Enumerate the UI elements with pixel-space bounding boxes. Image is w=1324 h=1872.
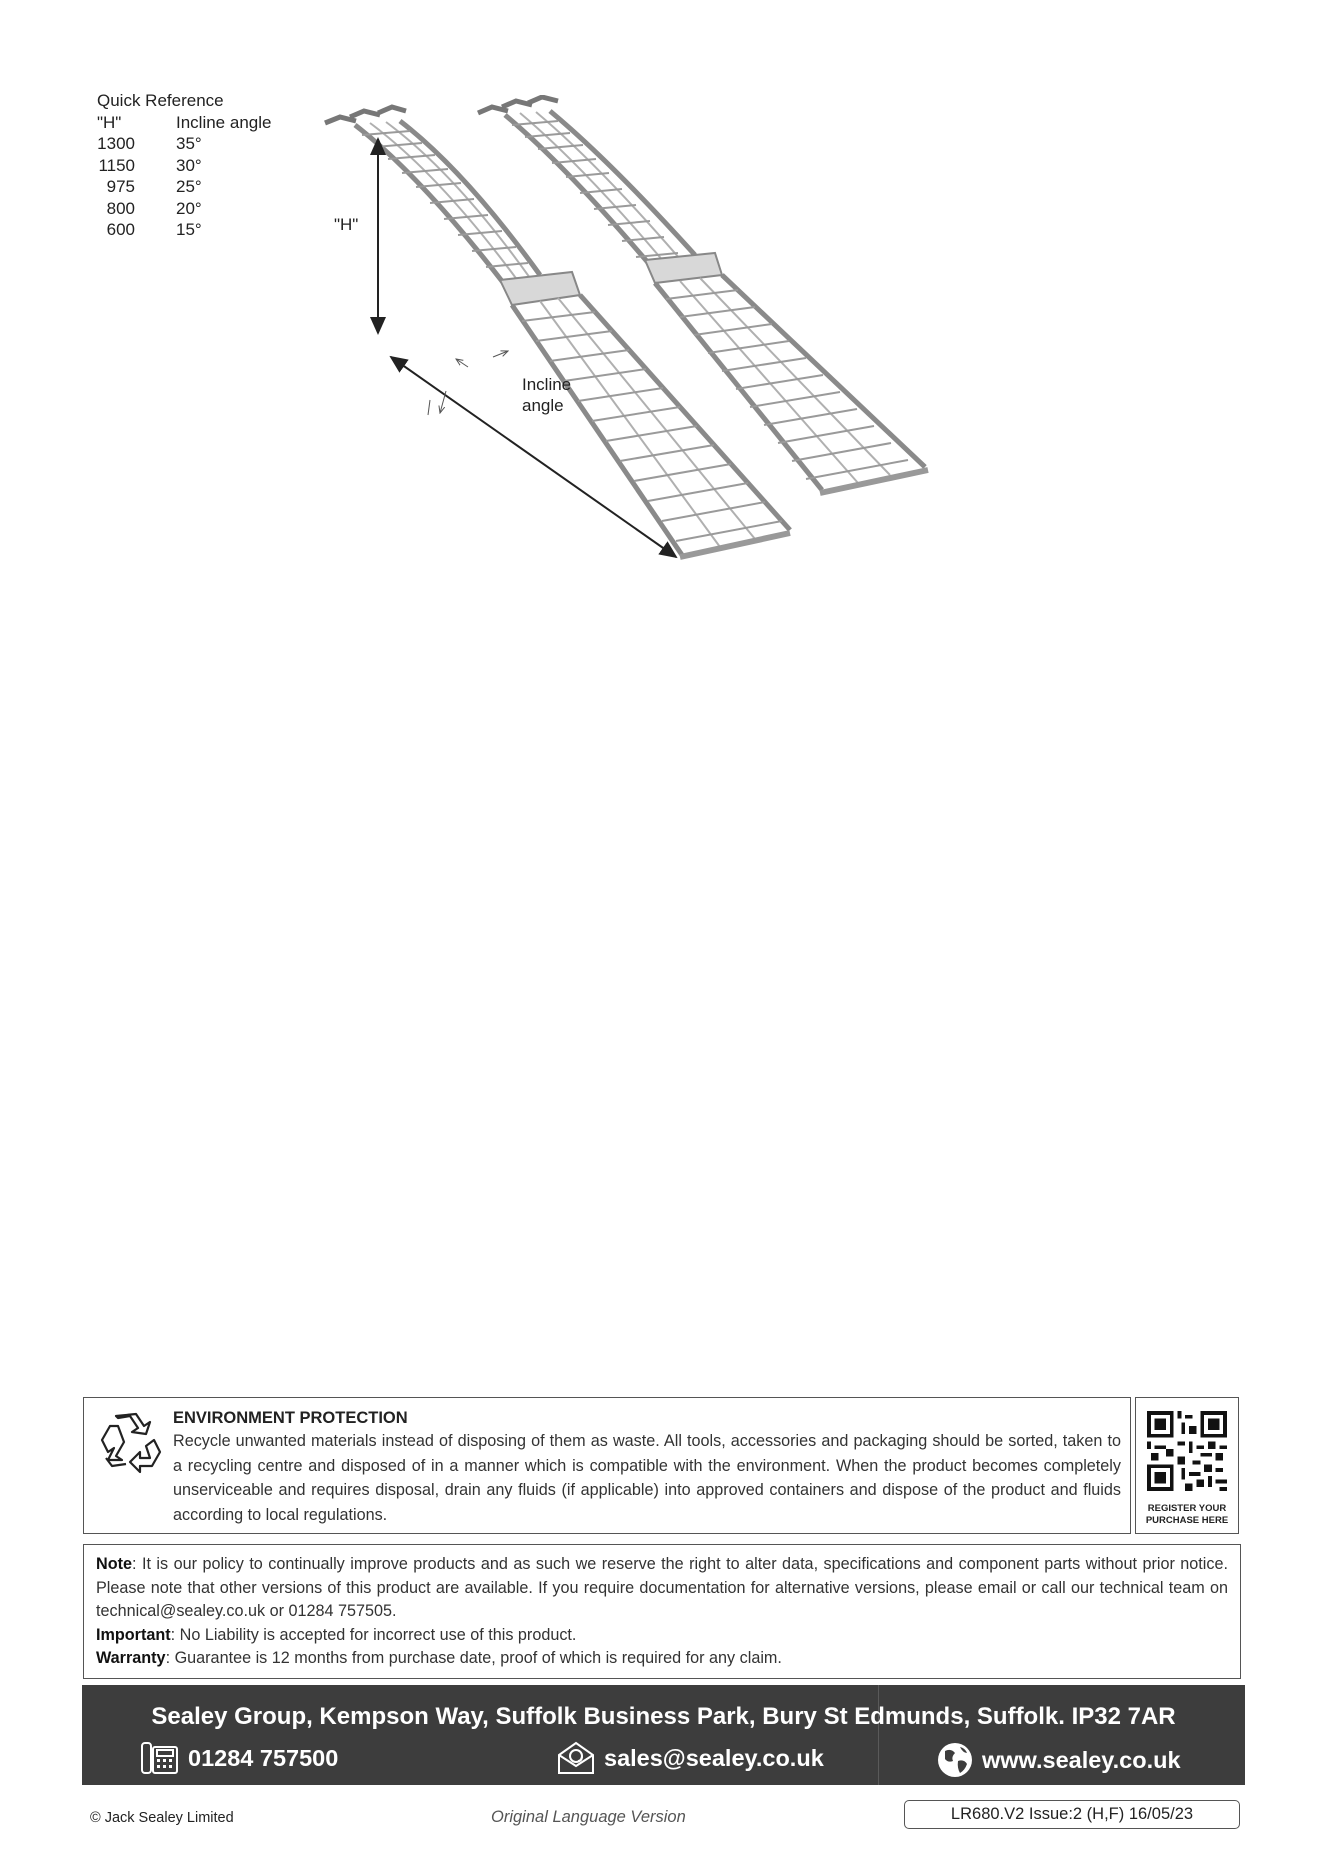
important-line [96,1626,576,1644]
phone-number[interactable]: 01284 757500 [188,1744,339,1771]
warranty-label: Warranty [96,1649,166,1667]
header-incline-angle: Incline angle [176,112,272,132]
row-h-value: 975 [106,177,135,196]
register-purchase-box[interactable] [1135,1397,1239,1534]
note-paragraph [96,1553,1228,1624]
incline-label-line2: angle [522,396,564,415]
company-address: Sealey Group, Kempson Way, Suffolk Business Park, Bury St Edmunds, Suffolk. IP32 7AR [151,1703,1176,1730]
qr-code-icon[interactable] [1147,1411,1227,1491]
warranty-line [96,1649,782,1667]
contact-divider [878,1685,879,1785]
contact-bar [82,1685,1245,1785]
height-label: "H" [334,215,359,234]
row-angle-value: 35° [176,134,202,153]
row-angle-value: 25° [176,177,202,196]
table-row [97,219,271,241]
warranty-body: : Guarantee is 12 months from purchase date, proof of which is required for any claim. [165,1649,782,1667]
reference-header-row [97,112,271,134]
copyright-text: © Jack Sealey Limited [90,1810,234,1826]
row-h-value: 1300 [97,134,135,153]
email-address[interactable]: sales@sealey.co.uk [604,1744,824,1771]
quick-reference-title: Quick Reference [97,91,224,110]
row-angle-value: 15° [176,220,202,239]
original-language-label: Original Language Version [491,1808,686,1826]
note-body: : It is our policy to continually improve products and as such we reserve the right to alter data, specifications and component parts without prior notice. Please note that other versions of this product are available. If you require documentation for alternative versions, please email or call our technical team on technical@sealey.co.uk or 01284 757505. [96,1555,1228,1620]
row-angle-value: 30° [176,155,202,175]
phone-contact[interactable] [140,1741,338,1775]
recycle-icon [96,1412,164,1476]
phone-icon [140,1741,180,1775]
table-row [97,176,271,198]
table-row [97,198,271,220]
email-icon [556,1741,596,1775]
ramp-illustration [300,95,980,565]
globe-icon [936,1741,974,1779]
quick-reference-table [97,90,271,241]
row-h-value: 800 [106,198,135,218]
website-contact[interactable] [936,1741,1181,1779]
incline-label-line1: Incline [522,375,572,394]
website-url[interactable]: www.sealey.co.uk [982,1746,1181,1773]
table-row [97,133,271,155]
environment-title: ENVIRONMENT PROTECTION [173,1409,408,1427]
reference-table [97,112,271,241]
register-purchase-line1: REGISTER YOUR [1147,1503,1227,1514]
register-purchase-label[interactable] [1136,1503,1238,1527]
register-purchase-line2: PURCHASE HERE [1145,1515,1229,1526]
issue-reference: LR680.V2 Issue:2 (H,F) 16/05/23 [904,1800,1240,1829]
important-label: Important [96,1625,171,1644]
ramp-diagram [300,95,980,565]
note-label: Note [96,1555,132,1573]
row-angle-value: 20° [176,198,202,218]
row-h-value: 600 [106,220,135,239]
email-contact[interactable] [556,1741,824,1775]
important-body: : No Liability is accepted for incorrect use of this product. [170,1625,577,1644]
note-text [96,1553,1228,1671]
table-row [97,155,271,177]
environment-body: Recycle unwanted materials instead of disposing of them as waste. All tools, accessories and packaging should be sorted, taken to a recycling centre and disposed of in a manner which is compatible with the environment. When the product becomes completely unserviceable and requires disposal, drain any fluids (if applicable) into approved containers and dispose of the product and fluids according to local regulations. [173,1432,1121,1524]
environment-text [173,1407,1121,1527]
row-h-value: 1150 [98,155,135,175]
note-box [83,1544,1241,1679]
environment-protection-box [83,1397,1131,1534]
header-h: "H" [97,112,122,132]
